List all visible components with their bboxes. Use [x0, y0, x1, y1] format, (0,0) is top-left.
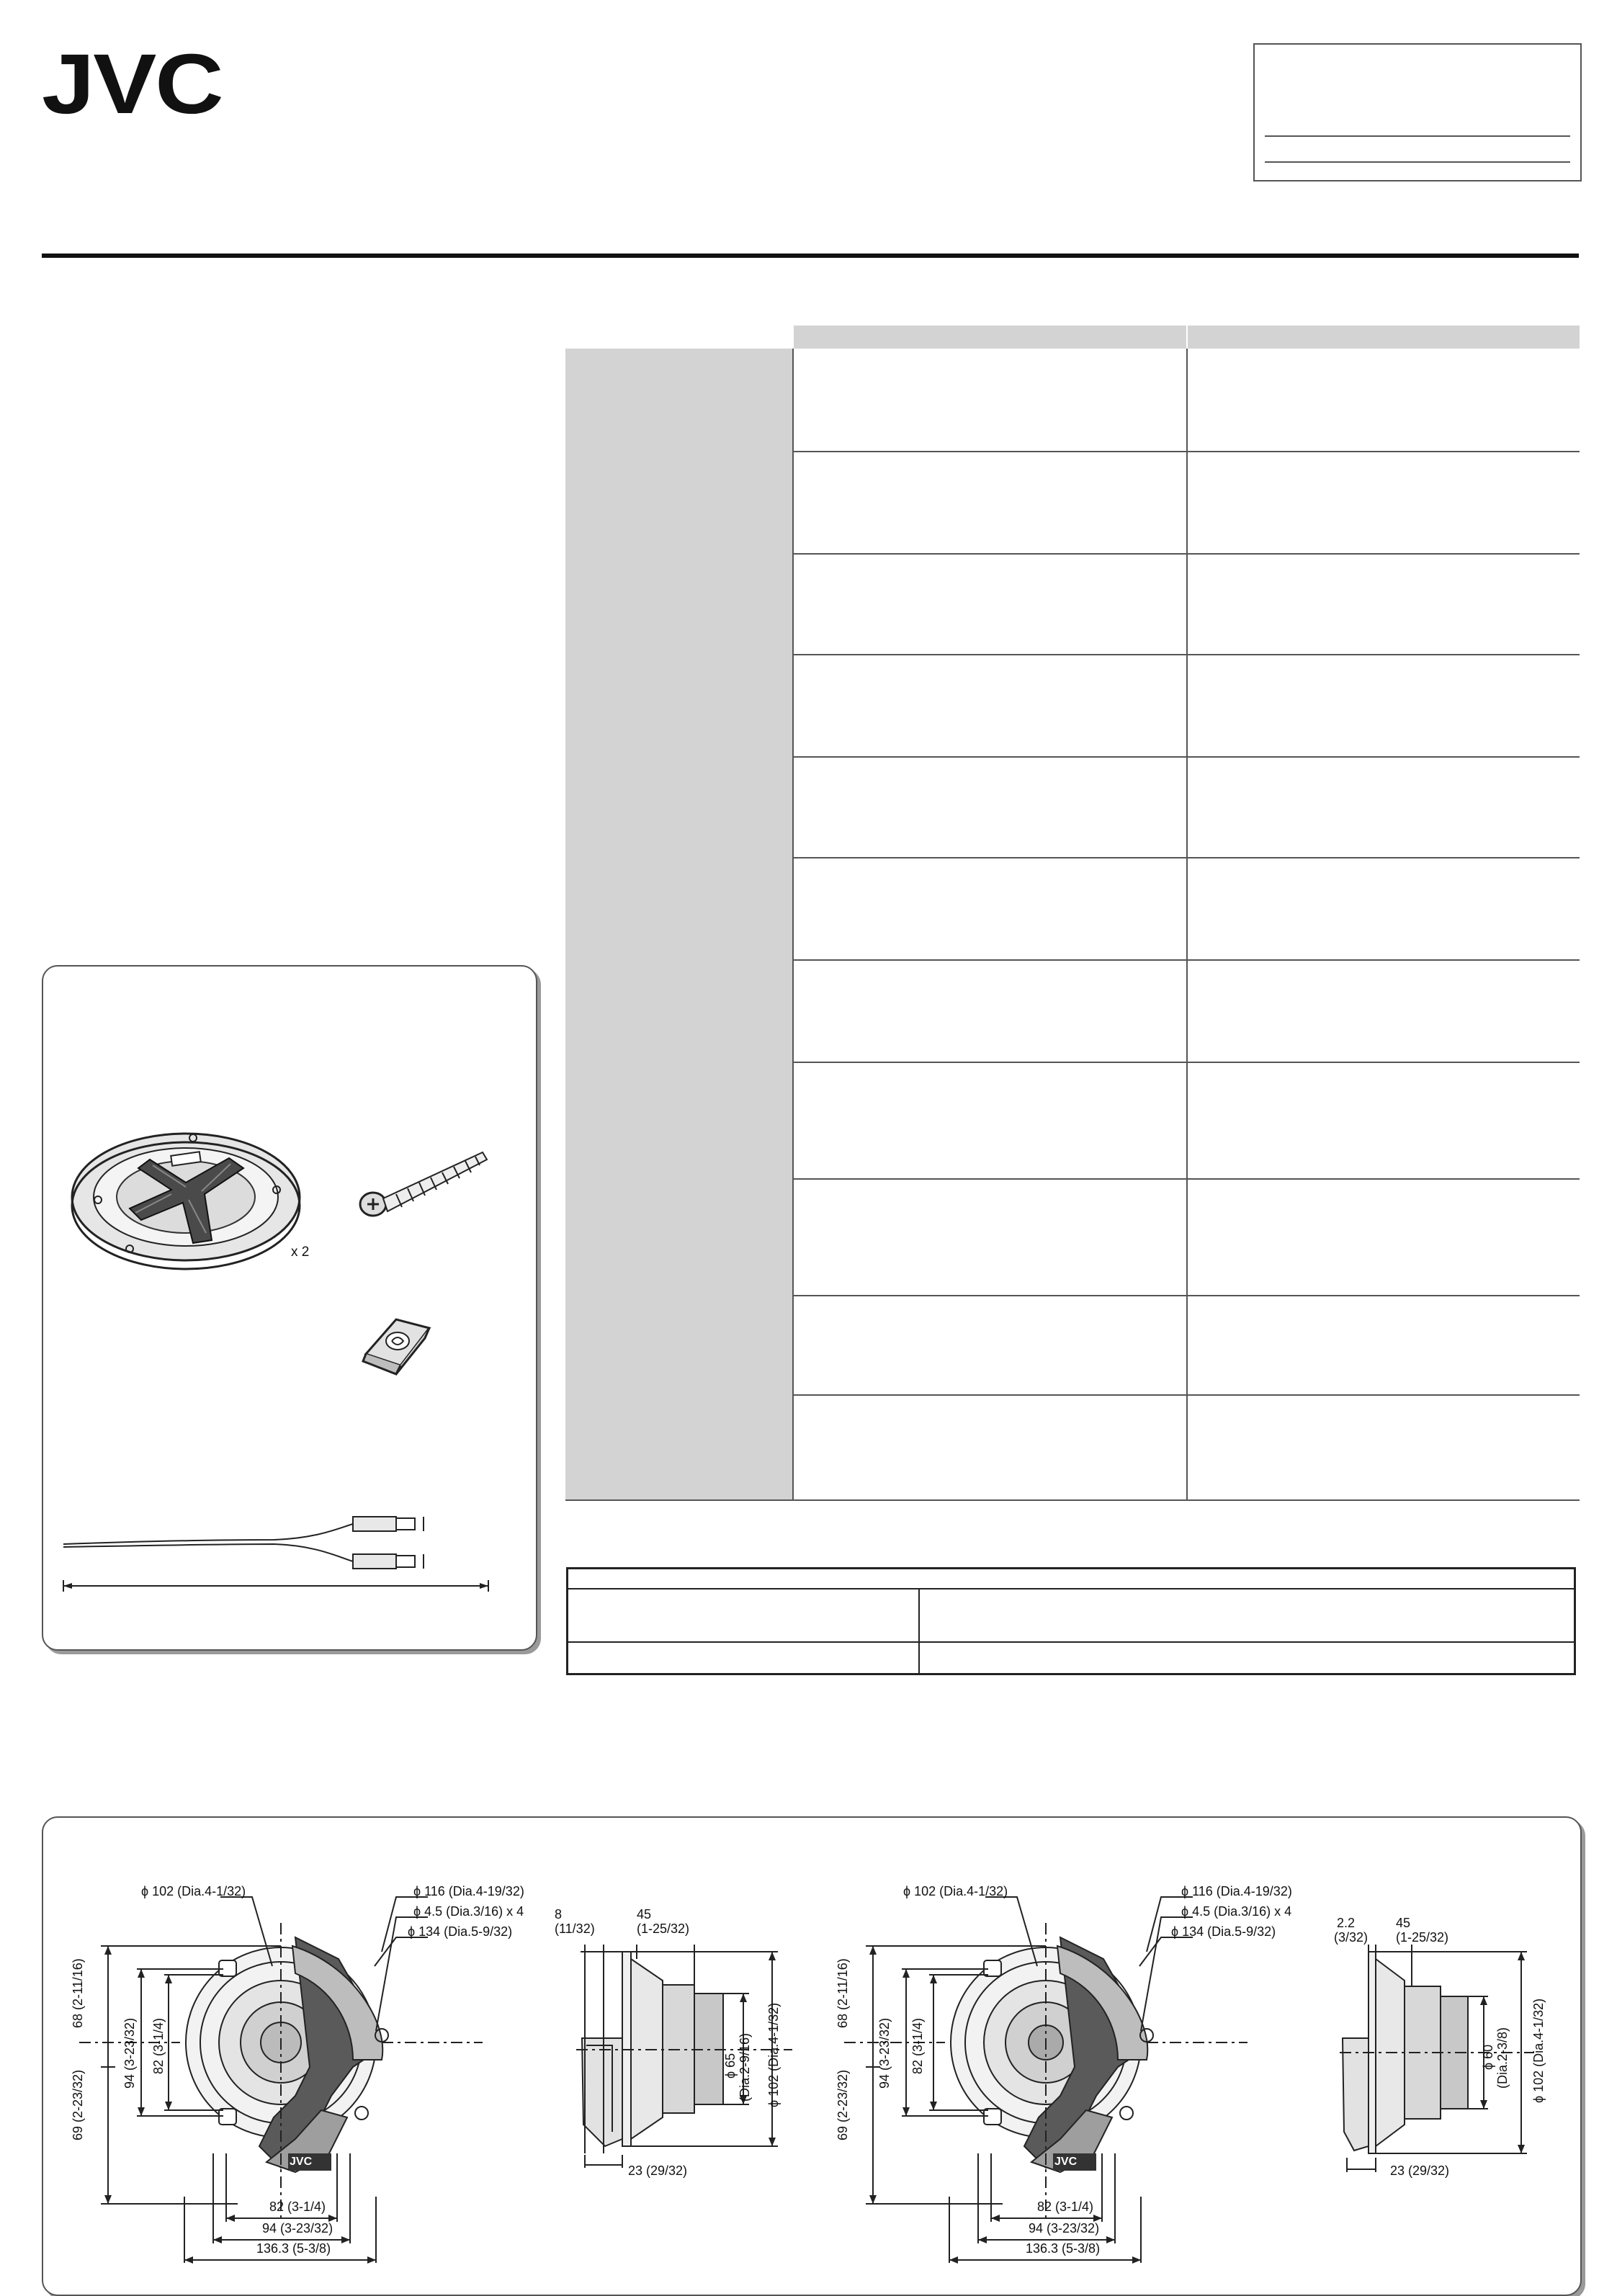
b-dim-h69: 69 (2-23/32) [836, 2069, 850, 2140]
a-side-t45: 45 [637, 1907, 652, 1921]
a-dim-outer: ϕ 102 (Dia.4-1/32) [141, 1884, 246, 1898]
b-dim-h82: 82 (3-1/4) [910, 2017, 925, 2074]
b-side-t45: 45 [1396, 1916, 1411, 1930]
b-dim-116: ϕ 116 (Dia.4-19/32) [1181, 1884, 1292, 1898]
secondary-table [566, 1567, 1576, 1675]
b-side-d102: ϕ 102 (Dia.4-1/32) [1531, 1998, 1546, 2103]
spec-row [565, 1295, 1580, 1396]
b-dim-w94: 94 (3-23/32) [1029, 2221, 1100, 2236]
jvc-logo: JVC [42, 37, 223, 132]
model-code-line-2 [1265, 161, 1570, 163]
a-dim-h82: 82 (3-1/4) [151, 2017, 166, 2074]
a-side-d102: ϕ 102 (Dia.4-1/32) [766, 2002, 781, 2107]
grille-quantity-label: x 2 [291, 1245, 310, 1260]
accessories-panel [42, 965, 537, 1651]
b-dim-h94: 94 (3-23/32) [877, 2017, 892, 2089]
a-dim-h68: 68 (2-11/16) [71, 1958, 85, 2028]
b-dim-h68: 68 (2-11/16) [836, 1958, 850, 2028]
b-dim-outer: ϕ 102 (Dia.4-1/32) [903, 1884, 1008, 1898]
b-dim-134: ϕ 134 (Dia.5-9/32) [1171, 1924, 1276, 1939]
header-rule [42, 254, 1579, 258]
a-side-t8: 8 [555, 1907, 563, 1921]
a-dim-w82: 82 (3-1/4) [269, 2199, 326, 2214]
a-grille-logo: JVC [290, 2156, 313, 2168]
spec-row [565, 1178, 1580, 1296]
specifications-table [565, 326, 1580, 1501]
b-side-d60b: (Dia.2-3/8) [1495, 2027, 1510, 2089]
a-side-t8b: (11/32) [555, 1921, 595, 1936]
b-dim-w82: 82 (3-1/4) [1037, 2199, 1094, 2214]
b-side-t22b: (3/32) [1334, 1930, 1369, 1945]
a-side-d65: ϕ 65 [723, 2053, 738, 2078]
spec-table-header [794, 326, 1580, 349]
screw-illustration [354, 1145, 498, 1224]
a-side-t45b: (1-25/32) [637, 1921, 690, 1936]
clip-illustration [349, 1308, 442, 1387]
grille-illustration [63, 1125, 323, 1283]
b-dim-hole: ϕ 4.5 (Dia.3/16) x 4 [1181, 1904, 1292, 1919]
model-code-box [1253, 43, 1582, 181]
b-side-t22: 2.2 [1337, 1916, 1356, 1930]
spec-row [565, 959, 1580, 1063]
spec-row [565, 349, 1580, 452]
speaker-cord-illustration [58, 1514, 519, 1593]
spec-row [565, 451, 1580, 555]
a-dim-hole: ϕ 4.5 (Dia.3/16) x 4 [413, 1904, 524, 1919]
spec-row [565, 1062, 1580, 1180]
spec-row [565, 553, 1580, 655]
b-dim-w136: 136.3 (5-3/8) [1026, 2241, 1101, 2256]
b-side-depth: 23 (29/32) [1390, 2163, 1450, 2178]
spec-row [565, 857, 1580, 961]
a-dim-116: ϕ 116 (Dia.4-19/32) [413, 1884, 524, 1898]
b-side-d60: ϕ 60 [1481, 2044, 1495, 2070]
speaker-b-side-drawing [1340, 1945, 1556, 2189]
a-side-d65b: (Dia.2-9/16) [738, 2032, 752, 2102]
a-dim-134: ϕ 134 (Dia.5-9/32) [408, 1924, 513, 1939]
b-grille-logo: JVC [1054, 2156, 1078, 2168]
model-code-line-1 [1265, 135, 1570, 137]
a-dim-h94: 94 (3-23/32) [122, 2017, 137, 2089]
spec-row [565, 1394, 1580, 1501]
spec-row [565, 654, 1580, 758]
a-dim-w94: 94 (3-23/32) [262, 2221, 333, 2236]
a-dim-w136: 136.3 (5-3/8) [256, 2241, 331, 2256]
spec-row [565, 756, 1580, 858]
b-side-t45b: (1-25/32) [1396, 1930, 1449, 1945]
a-side-depth: 23 (29/32) [628, 2163, 688, 2178]
a-dim-h69: 69 (2-23/32) [71, 2069, 85, 2140]
